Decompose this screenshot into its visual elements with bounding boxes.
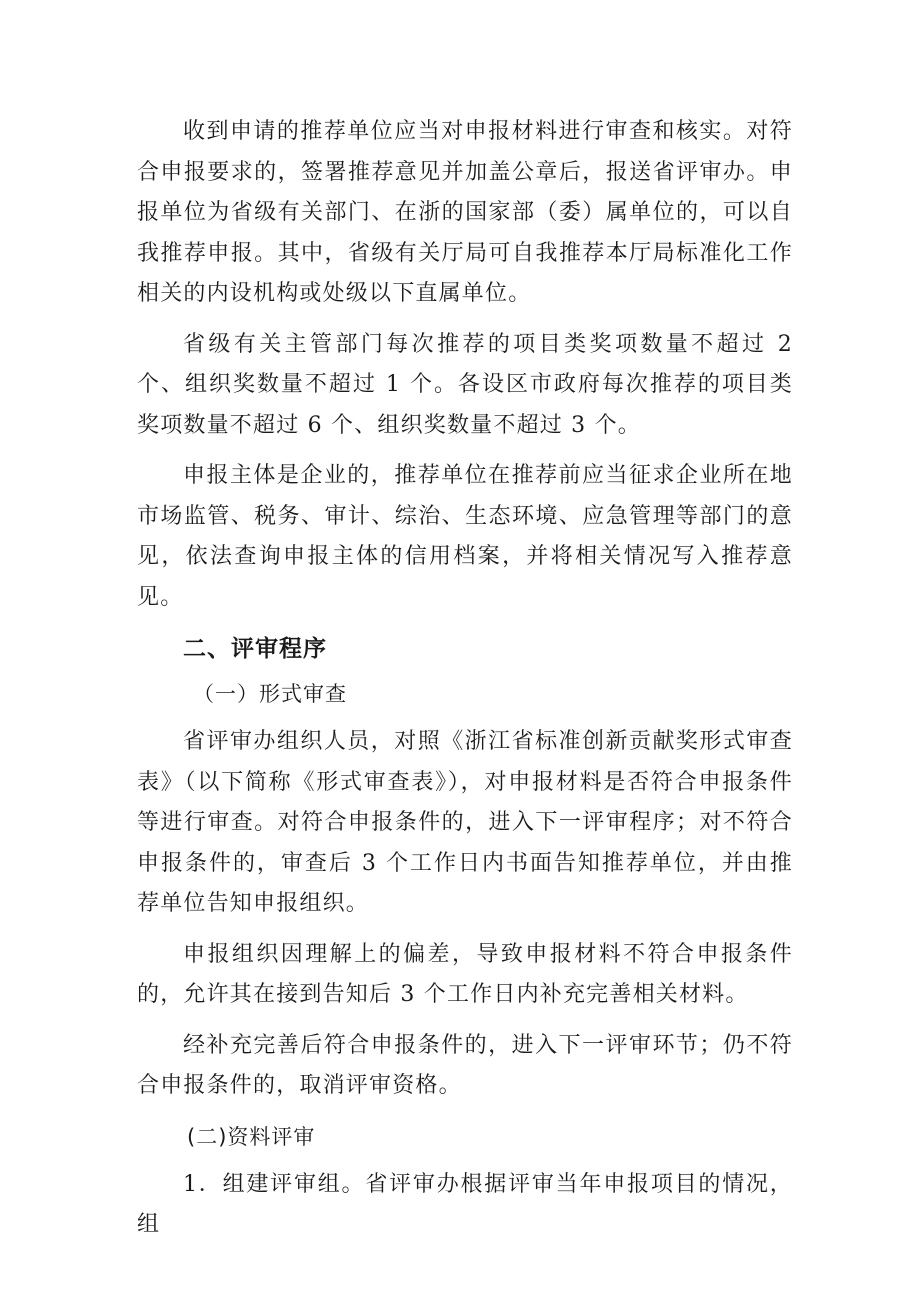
- paragraph-enterprise-opinion: 申报主体是企业的，推荐单位在推荐前应当征求企业所在地市场监管、税务、审计、综治、生态环境、应急管理等部门的意见，依法查询申报主体的信用档案，并将相关情况写入推荐意见。: [137, 463, 793, 610]
- paragraph-recommend-review: 收到申请的推荐单位应当对申报材料进行审查和核实。对符合申报要求的，签署推荐意见并加盖公章后，报送省评审办。申报单位为省级有关部门、在浙的国家部（委）属单位的，可以自我推荐申报。其中，省级有关厅局可自我推荐本厅局标准化工作相关的内设机构或处级以下直属单位。: [137, 119, 793, 306]
- subsection-title-formal-review: （一）形式审查: [193, 682, 347, 706]
- paragraph-formal-review: 省评审办组织人员，对照《浙江省标准创新贡献奖形式审查表》（以下简称《形式审查表》），对申报材料是否符合申报条件等进行审查。对符合申报条件的，进入下一评审程序；对不符合申报条件的，审查后 3 个工作日内书面告知推荐单位，并由推荐单位告知申报组织。: [137, 729, 793, 916]
- document-body: [137, 112, 793, 1256]
- paragraph-supplement-materials: 申报组织因理解上的偏差，导致申报材料不符合申报条件的，允许其在接到告知后 3 个工作日内补充完善相关材料。: [137, 941, 793, 1007]
- section-title-review-procedure: 二、评审程序: [183, 636, 327, 662]
- paragraph-quota: 省级有关主管部门每次推荐的项目类奖项数量不超过 2 个、组织奖数量不超过 1 个。各设区市政府每次推荐的项目类奖项数量不超过 6 个、组织奖数量不超过 3 个。: [137, 331, 793, 438]
- paragraph-form-review-group: 1．组建评审组。省评审办根据评审当年申报项目的情况，组: [137, 1171, 793, 1237]
- subsection-title-material-review: (二)资料评审: [187, 1124, 316, 1149]
- paragraph-after-supplement: 经补充完善后符合申报条件的，进入下一评审环节；仍不符合申报条件的，取消评审资格。: [137, 1032, 793, 1098]
